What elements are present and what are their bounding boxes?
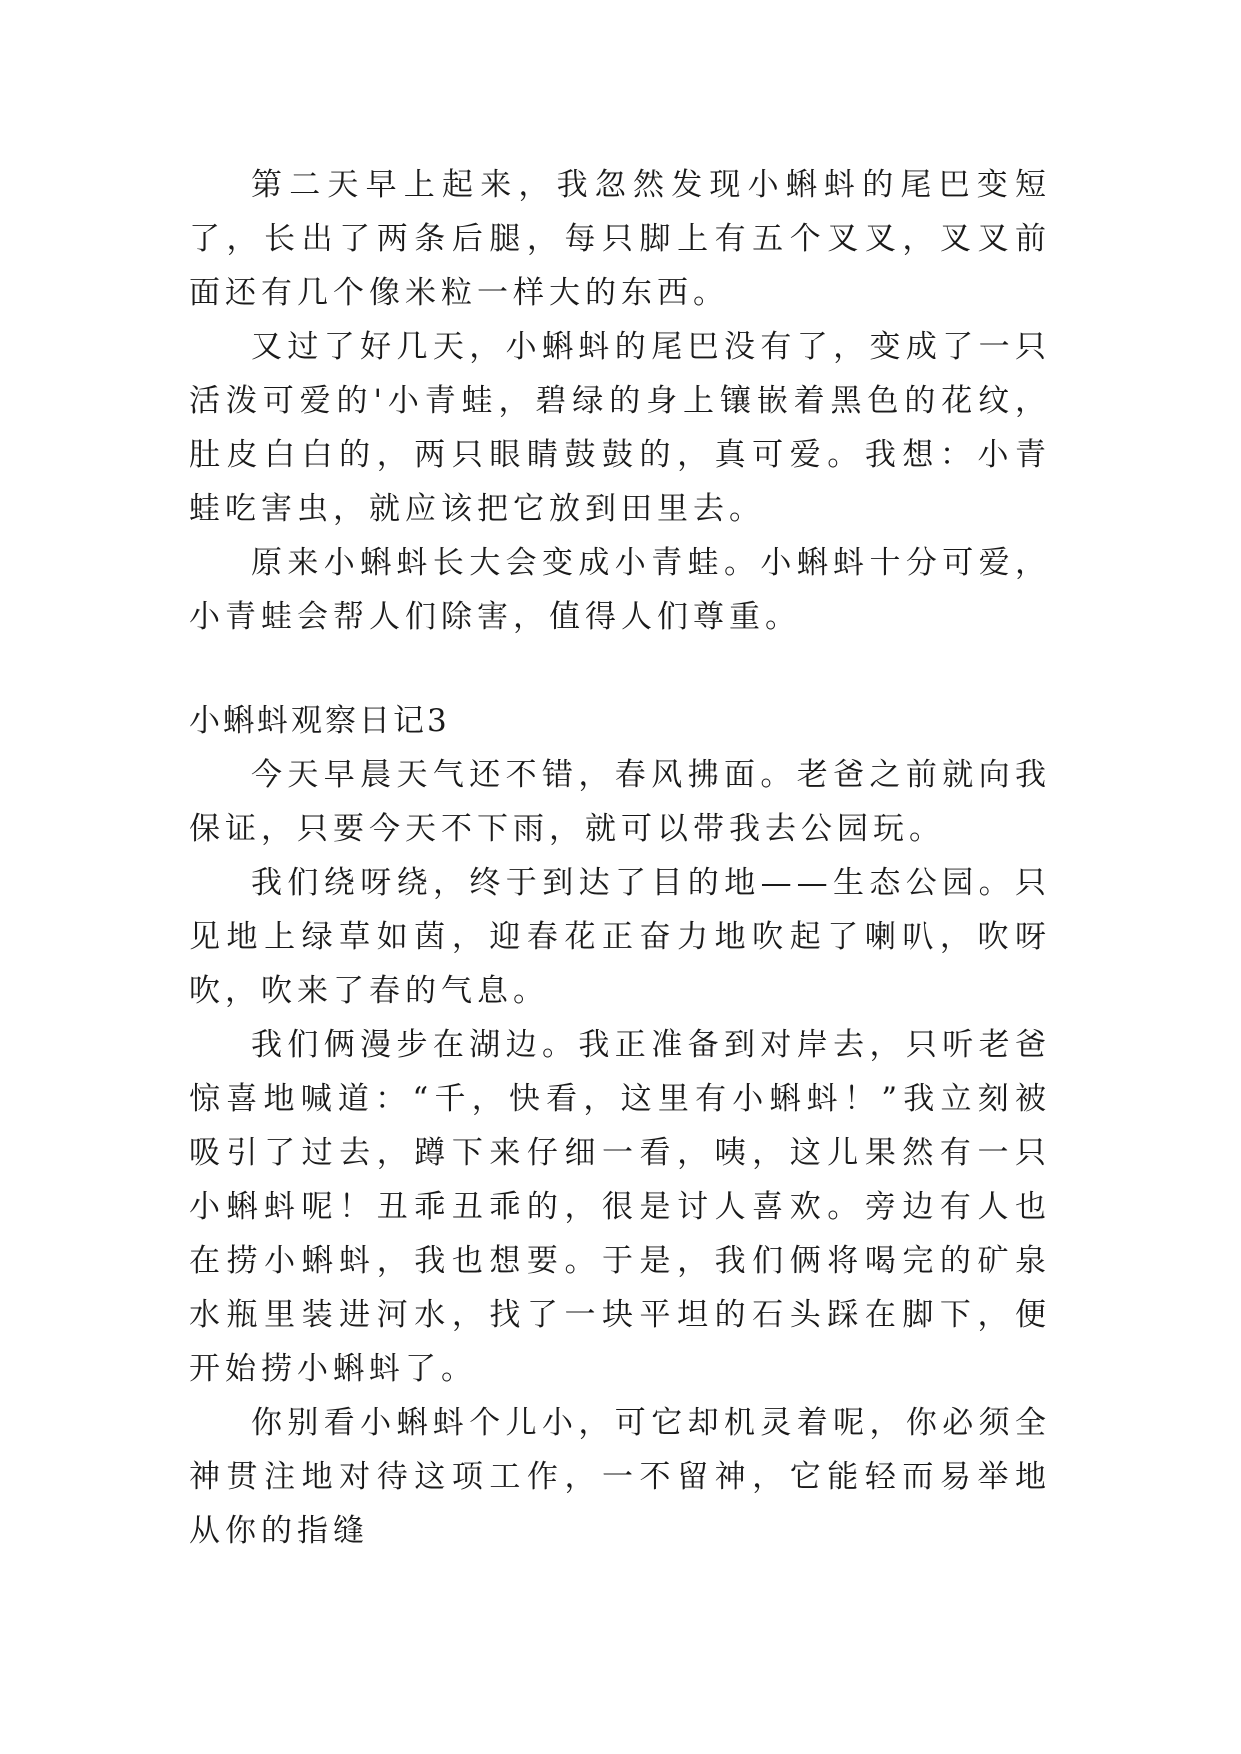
- paragraph: 原来小蝌蚪长大会变成小青蛙。小蝌蚪十分可爱，小青蛙会帮人们除害，值得人们尊重。: [189, 545, 1051, 635]
- paragraph: 我们绕呀绕，终于到达了目的地——生态公园。只见地上绿草如茵，迎春花正奋力地吹起了喇叭，吹呀吹，吹来了春的气息。: [189, 865, 1051, 1009]
- section-title: 小蝌蚪观察日记3: [189, 703, 450, 739]
- paragraph: 又过了好几天，小蝌蚪的尾巴没有了，变成了一只活泼可爱的'小青蛙，碧绿的身上镶嵌着黑色的花纹，肚皮白白的，两只眼睛鼓鼓的，真可爱。我想：小青蛙吃害虫，就应该把它放到田里去。: [189, 329, 1051, 527]
- paragraph: 我们俩漫步在湖边。我正准备到对岸去，只听老爸惊喜地喊道：“千，快看，这里有小蝌蚪！”我立刻被吸引了过去，蹲下来仔细一看，咦，这儿果然有一只小蝌蚪呢！丑乖丑乖的，很是讨人喜欢。旁边有人也在捞小蝌蚪，我也想要。于是，我们俩将喝完的矿泉水瓶里装进河水，找了一块平坦的石头踩在脚下，便开始捞小蝌蚪了。: [189, 1027, 1051, 1387]
- document-body: [189, 158, 1051, 1558]
- paragraph: 你别看小蝌蚪个儿小，可它却机灵着呢，你必须全神贯注地对待这项工作，一不留神，它能轻而易举地从你的指缝: [189, 1405, 1051, 1549]
- paragraph: 今天早晨天气还不错，春风拂面。老爸之前就向我保证，只要今天不下雨，就可以带我去公园玩。: [189, 757, 1051, 847]
- paragraph: 第二天早上起来，我忽然发现小蝌蚪的尾巴变短了，长出了两条后腿，每只脚上有五个叉叉，叉叉前面还有几个像米粒一样大的东西。: [189, 167, 1051, 311]
